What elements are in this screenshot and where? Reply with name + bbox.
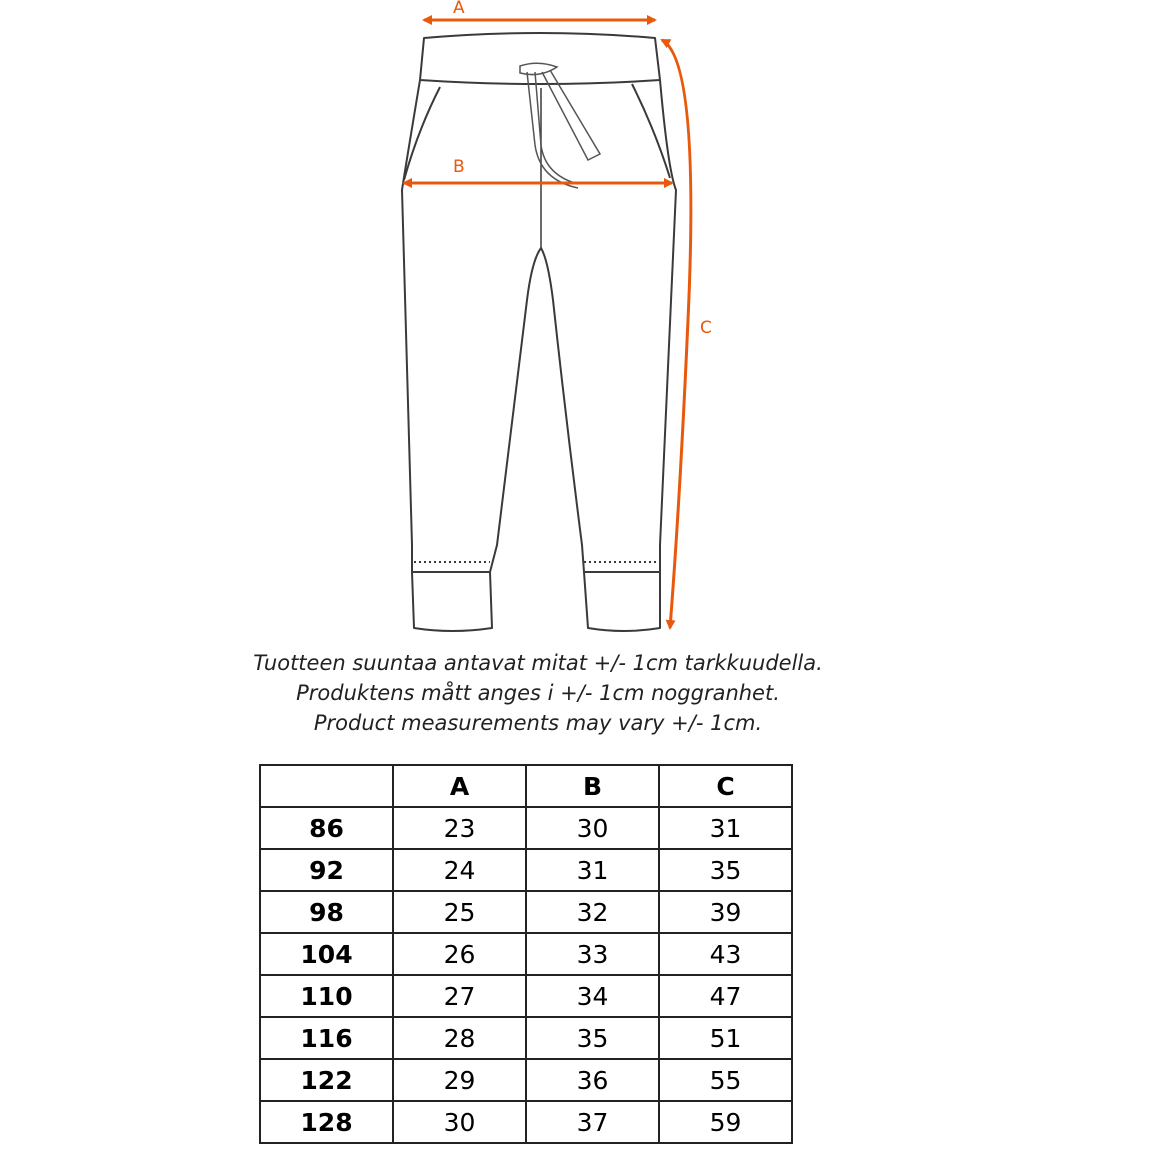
- note-english: Product measurements may vary +/- 1cm.: [313, 711, 763, 735]
- value-b: 31: [526, 849, 659, 891]
- header-size: [260, 765, 393, 807]
- value-a: 29: [393, 1059, 526, 1101]
- table-row: [260, 807, 792, 849]
- value-b: 37: [526, 1101, 659, 1143]
- size-cell: 86: [260, 807, 393, 849]
- value-c: 39: [659, 891, 792, 933]
- value-b: 30: [526, 807, 659, 849]
- left-cuff: [412, 545, 492, 631]
- size-cell: 98: [260, 891, 393, 933]
- note-swedish: Produktens mått anges i +/- 1cm noggranhet.: [296, 681, 780, 705]
- table-row: [260, 933, 792, 975]
- table-row: [260, 1101, 792, 1143]
- header-a: A: [393, 765, 526, 807]
- value-b: 32: [526, 891, 659, 933]
- value-a: 27: [393, 975, 526, 1017]
- value-b: 35: [526, 1017, 659, 1059]
- value-a: 24: [393, 849, 526, 891]
- header-c: C: [659, 765, 792, 807]
- waistband: [420, 33, 660, 84]
- size-cell: 128: [260, 1101, 393, 1143]
- measurement-notes: [0, 648, 1076, 738]
- value-c: 43: [659, 933, 792, 975]
- table-row: [260, 975, 792, 1017]
- table-row: [260, 849, 792, 891]
- left-pocket: [404, 87, 440, 180]
- value-a: 23: [393, 807, 526, 849]
- value-c: 47: [659, 975, 792, 1017]
- value-a: 26: [393, 933, 526, 975]
- value-c: 55: [659, 1059, 792, 1101]
- value-b: 34: [526, 975, 659, 1017]
- value-a: 28: [393, 1017, 526, 1059]
- size-cell: 92: [260, 849, 393, 891]
- note-finnish: Tuotteen suuntaa antavat mitat +/- 1cm tarkkuudella.: [253, 651, 823, 675]
- size-cell: 122: [260, 1059, 393, 1101]
- dimension-c-arrow: [662, 40, 691, 628]
- size-cell: 104: [260, 933, 393, 975]
- table-row: [260, 891, 792, 933]
- value-a: 25: [393, 891, 526, 933]
- dimension-a-label: A: [453, 0, 465, 18]
- value-a: 30: [393, 1101, 526, 1143]
- value-c: 59: [659, 1101, 792, 1143]
- drawstring: [520, 63, 600, 188]
- table-row: [260, 1017, 792, 1059]
- value-b: 33: [526, 933, 659, 975]
- value-c: 51: [659, 1017, 792, 1059]
- size-cell: 110: [260, 975, 393, 1017]
- size-table: [259, 764, 793, 1144]
- table-row: [260, 1059, 792, 1101]
- right-cuff: [584, 572, 660, 631]
- table-header-row: [260, 765, 792, 807]
- dimension-c-label: C: [700, 318, 712, 338]
- header-b: B: [526, 765, 659, 807]
- value-c: 35: [659, 849, 792, 891]
- size-cell: 116: [260, 1017, 393, 1059]
- dimension-b-label: B: [453, 157, 465, 177]
- value-b: 36: [526, 1059, 659, 1101]
- value-c: 31: [659, 807, 792, 849]
- pants-body: [402, 80, 676, 572]
